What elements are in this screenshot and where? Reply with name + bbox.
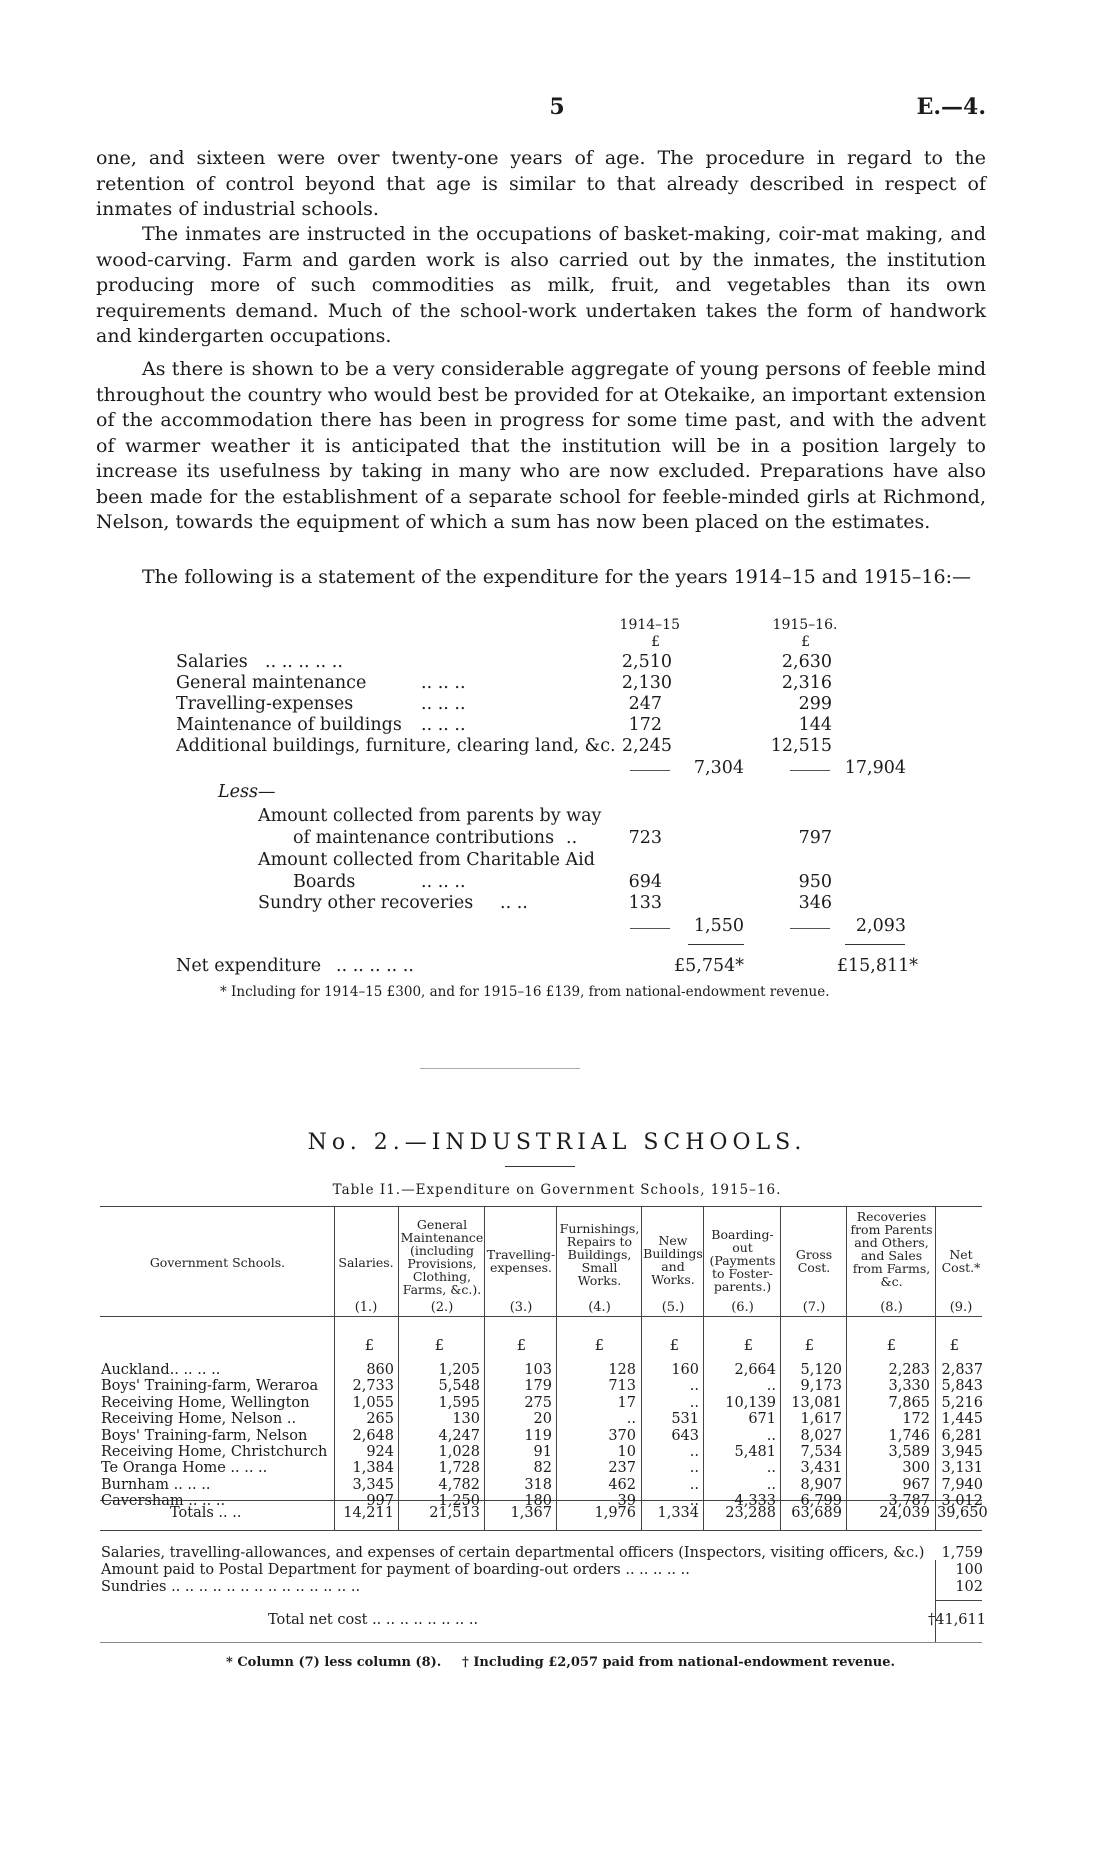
table-caption: Table I1.—Expenditure on Government Schools, 1915–16.: [332, 1182, 782, 1198]
column-divider: [846, 1206, 847, 1530]
table-cell: ..: [766, 1476, 776, 1493]
less-label-line2: Boards: [293, 872, 356, 892]
table-cell: ..: [689, 1493, 699, 1510]
net-cost-column-divider: [935, 1560, 936, 1642]
table-header-border: [100, 1316, 982, 1317]
table-cell: 7,865: [888, 1394, 930, 1411]
document-reference: E.—4.: [916, 94, 986, 120]
column-heading: General Maintenance (including Provisions, Clothing, Farms, &c.).: [400, 1217, 484, 1297]
school-name: Receiving Home, Nelson ..: [101, 1411, 297, 1428]
page-number: 5: [549, 94, 565, 120]
column-heading: Recoveries from Parents and Others, and Sales from Farms, &c.: [850, 1209, 933, 1289]
section-title: No. 2.—INDUSTRIAL SCHOOLS.: [307, 1130, 807, 1155]
column-divider: [935, 1206, 936, 1530]
table-cell: 3,012: [941, 1493, 983, 1510]
table-cell: ..: [689, 1378, 699, 1395]
less-total-rule: [790, 928, 830, 929]
paragraph-1: one, and sixteen were over twenty-one years of age. The procedure in regard to the retention of control beyond that age is similar to that already described in respect of inmates of industrial schools.: [96, 147, 986, 220]
less-value-1915: 797: [798, 828, 832, 848]
table-cell: 997: [366, 1493, 394, 1510]
table-cell: ..: [626, 1411, 636, 1428]
table-cell: 531: [671, 1411, 699, 1428]
less-value-1914: 723: [628, 828, 662, 848]
table-cell: 8,027: [800, 1427, 842, 1444]
table-cell: 180: [524, 1493, 552, 1510]
extra-item-value: 1,759: [941, 1545, 983, 1561]
table-cell: 5,548: [438, 1378, 480, 1395]
table-cell: ..: [689, 1460, 699, 1477]
table-cell: 2,648: [352, 1427, 394, 1444]
net-rule: [688, 944, 744, 945]
year2-value: 2,630: [781, 652, 832, 672]
table-cell: 17: [617, 1394, 636, 1411]
leader-dots: .. .. ..: [421, 715, 466, 735]
extra-item-value: 100: [955, 1562, 983, 1578]
table-cell: 130: [452, 1411, 480, 1428]
table-cell: 3,945: [941, 1444, 983, 1460]
less-value-1914: 694: [628, 872, 662, 892]
table-cell: 1,250: [438, 1493, 480, 1510]
school-name: Boys' Training-farm, Nelson: [101, 1427, 308, 1444]
table-cell: 179: [524, 1378, 552, 1395]
leader-dots: .. .. .. .. ..: [265, 652, 343, 672]
column-number: (1.): [354, 1300, 378, 1315]
less-label-line2: of maintenance contributions: [293, 828, 555, 848]
table-cell: 10,139: [725, 1394, 776, 1411]
subtotal-rule: [790, 770, 830, 771]
year2-value: 144: [798, 715, 832, 735]
school-name: Te Oranga Home .. .. ..: [101, 1460, 268, 1477]
year2-currency: £: [801, 634, 810, 650]
total-net-cost-value: †41,611: [928, 1612, 986, 1628]
table-cell: 860: [366, 1362, 394, 1378]
column-heading: Salaries.: [338, 1255, 394, 1270]
currency-symbol: £: [804, 1338, 814, 1354]
column-heading: Gross Cost.: [795, 1247, 833, 1275]
table-footnote-2: † Including £2,057 paid from national-endowment revenue.: [462, 1655, 896, 1670]
table-cell: 2,664: [734, 1362, 776, 1378]
total-cell: 1,367: [510, 1505, 552, 1521]
column-number: (8.): [880, 1300, 903, 1315]
less-total-1914: 1,550: [693, 916, 744, 936]
table-cell: 103: [524, 1362, 552, 1378]
net-1914: £5,754*: [674, 956, 744, 976]
column-heading: Travelling-expenses.: [486, 1247, 556, 1275]
total-cell: 1,334: [657, 1505, 699, 1521]
table-cell: 5,216: [941, 1394, 983, 1411]
table-cell: 172: [902, 1411, 930, 1428]
column-number: (7.): [802, 1300, 826, 1315]
year1-value: 247: [628, 694, 662, 714]
table-cell: 3,431: [800, 1460, 842, 1477]
table-cell: 300: [902, 1460, 930, 1477]
table-cell: 318: [524, 1476, 552, 1493]
subtotal-rule: [630, 770, 670, 771]
expenditure-label: General maintenance: [176, 673, 367, 693]
leader-dots: .. .. ..: [421, 673, 466, 693]
column-divider: [398, 1206, 399, 1530]
less-value-1915: 950: [798, 872, 832, 892]
column-heading: Boarding-out (Payments to Foster-parents.): [709, 1227, 776, 1294]
table-cell: 713: [608, 1378, 636, 1395]
table-cell: 370: [608, 1427, 636, 1444]
table-cell: 7,534: [800, 1444, 842, 1460]
table-cell: 2,283: [888, 1362, 930, 1378]
table-cell: 3,345: [352, 1476, 394, 1493]
table-footnote-1: * Column (7) less column (8).: [226, 1655, 442, 1670]
table-cell: 9,173: [800, 1378, 842, 1395]
table-cell: 8,907: [800, 1476, 842, 1493]
total-cell: 21,513: [429, 1505, 480, 1521]
less-value-1914: 133: [628, 893, 662, 913]
year1-value: 2,245: [621, 736, 672, 756]
total-cell: 39,650: [937, 1505, 988, 1521]
paragraph-2: The inmates are instructed in the occupations of basket-making, coir-mat making, and wood-carving. Farm and garden work is also carried out by the inmates, the institution producing more of such commodities as milk, fruit, and vegetables than its own requirements demand. Much of the school-work undertaken takes the form of handwork and kindergarten occupations.: [96, 223, 986, 347]
subtotal-1914: 7,304: [693, 758, 744, 778]
total-cell: 23,288: [725, 1505, 776, 1521]
paragraph-3: As there is shown to be a very considerable aggregate of young persons of feeble mind throughout the country who would best be provided for at Otekaike, an important extension of the accommodation there has been in progress for some time past, and with the advent of warmer weather it is anticipated that the institution will be in a position largely to increase its usefulness by taking in many who are now excluded. Preparations have also been made for the establishment of a separate school for feeble-minded girls at Richmond, Nelson, towards the equipment of which a sum has now been placed on the estimates.: [96, 358, 986, 533]
less-value-1915: 346: [798, 893, 832, 913]
column-heading: Net Cost.*: [941, 1247, 981, 1275]
table-cell: 2,733: [352, 1378, 394, 1395]
expenditure-label: Maintenance of buildings: [176, 715, 402, 735]
school-name: Receiving Home, Christchurch: [101, 1444, 328, 1460]
table-cell: ..: [766, 1378, 776, 1395]
table-cell: ..: [689, 1444, 699, 1460]
table-cell: 6,281: [941, 1427, 983, 1444]
school-name: Auckland.. .. .. ..: [101, 1362, 221, 1378]
column-heading: Furnishings, Repairs to Buildings, Small Works.: [559, 1221, 640, 1288]
table-cell: 5,843: [941, 1378, 983, 1395]
table-cell: ..: [766, 1460, 776, 1477]
table-cell: 3,787: [888, 1493, 930, 1510]
table-cell: ..: [766, 1427, 776, 1444]
table-cell: 5,120: [800, 1362, 842, 1378]
table-cell: 3,131: [941, 1460, 983, 1477]
table-top-border: [100, 1206, 982, 1207]
column-divider: [484, 1206, 485, 1530]
totals-label: Totals .. ..: [170, 1505, 242, 1521]
table-cell: 1,445: [941, 1411, 983, 1428]
section-title-rule: [505, 1166, 575, 1167]
school-name: Burnham .. .. ..: [101, 1476, 211, 1493]
table-cell: 3,330: [888, 1378, 930, 1395]
column-number: (9.): [949, 1300, 973, 1315]
subtotal-1915: 17,904: [844, 758, 906, 778]
column-number: (3.): [509, 1300, 533, 1315]
table-cell: 82: [533, 1460, 552, 1477]
less-label-line1: Amount collected from Charitable Aid: [258, 850, 595, 870]
total-cell: 14,211: [343, 1505, 394, 1521]
table-cell: 10: [617, 1444, 636, 1460]
leader-dots: .. .. .. .. ..: [336, 956, 414, 976]
table-cell: 265: [366, 1411, 394, 1428]
year1-currency: £: [651, 634, 660, 650]
expenditure-label: Additional buildings, furniture, clearing land, &c.: [176, 736, 616, 756]
column-number: (2.): [430, 1300, 454, 1315]
table-cell: 671: [748, 1411, 776, 1428]
year2-value: 12,515: [770, 736, 832, 756]
column-divider: [703, 1206, 704, 1530]
table-cell: 1,746: [888, 1427, 930, 1444]
net-cost-rule: [935, 1600, 982, 1601]
table-cell: 3,589: [888, 1444, 930, 1460]
table-cell: 1,595: [438, 1394, 480, 1411]
table-cell: 5,481: [734, 1444, 776, 1460]
year2-value: 2,316: [781, 673, 832, 693]
table-cell: 462: [608, 1476, 636, 1493]
extra-item-label: Amount paid to Postal Department for payment of boarding-out orders .. .. .. .. ..: [101, 1562, 690, 1578]
less-total-rule: [630, 928, 670, 929]
leader-dots: .. ..: [500, 893, 528, 913]
table-cell: 237: [608, 1460, 636, 1477]
year2-value: 299: [798, 694, 832, 714]
table-cell: 1,617: [800, 1411, 842, 1428]
expenditure-footnote: * Including for 1914–15 £300, and for 1915–16 £139, from national-endowment revenue.: [220, 984, 830, 1000]
table-cell: 924: [366, 1444, 394, 1460]
table-cell: 967: [902, 1476, 930, 1493]
table-cell: 91: [533, 1444, 552, 1460]
less-total-1915: 2,093: [855, 916, 906, 936]
table-cell: 1,728: [438, 1460, 480, 1477]
table-cell: 2,837: [941, 1362, 983, 1378]
currency-symbol: £: [886, 1338, 896, 1354]
extra-item-label: Salaries, travelling-allowances, and expenses of certain departmental officers (Inspectors, visiting officers, &c.): [101, 1545, 925, 1561]
year1-heading: 1914–15: [619, 617, 680, 633]
currency-symbol: £: [364, 1338, 374, 1354]
column-heading: New Buildings and Works.: [643, 1233, 703, 1287]
table-cell: 275: [524, 1394, 552, 1411]
table-cell: 39: [617, 1493, 636, 1510]
total-cell: 1,976: [594, 1505, 636, 1521]
net-expenditure-label: Net expenditure: [176, 956, 322, 976]
column-heading: Government Schools.: [149, 1255, 286, 1270]
currency-symbol: £: [949, 1338, 959, 1354]
table-cell: 119: [524, 1427, 552, 1444]
column-number: (6.): [731, 1300, 754, 1315]
currency-symbol: £: [516, 1338, 526, 1354]
column-divider: [556, 1206, 557, 1530]
table-cell: ..: [689, 1476, 699, 1493]
table-cell: 1,055: [352, 1394, 394, 1411]
currency-symbol: £: [743, 1338, 753, 1354]
total-cell: 24,039: [879, 1505, 930, 1521]
table-cell: 4,333: [734, 1493, 776, 1510]
net-1915: £15,811*: [836, 956, 918, 976]
table-cell: 160: [671, 1362, 699, 1378]
column-number: (5.): [661, 1300, 685, 1315]
net-rule: [845, 944, 905, 945]
leader-dots: .. .. ..: [421, 694, 466, 714]
table-cell: 13,081: [791, 1394, 842, 1411]
school-name: Receiving Home, Wellington: [101, 1394, 310, 1411]
table-totals-bottom: [100, 1530, 982, 1531]
leader-dots: .. .. ..: [421, 872, 466, 892]
column-number: (4.): [588, 1300, 611, 1315]
extra-item-value: 102: [955, 1579, 983, 1595]
expenditure-label: Salaries: [176, 652, 248, 672]
table-bottom-border: [100, 1642, 982, 1643]
year2-heading: 1915–16.: [772, 617, 838, 633]
total-cell: 63,689: [791, 1505, 842, 1521]
school-name: Boys' Training-farm, Weraroa: [101, 1378, 319, 1395]
less-heading: Less—: [218, 782, 276, 802]
table-cell: 1,205: [438, 1362, 480, 1378]
extra-item-label: Sundries .. .. .. .. .. .. .. .. .. .. .. .. .. ..: [101, 1579, 361, 1595]
less-label-line1: Sundry other recoveries: [258, 893, 474, 913]
table-cell: 20: [533, 1411, 552, 1428]
column-divider: [780, 1206, 781, 1530]
table-cell: 643: [671, 1427, 699, 1444]
paragraph-4: The following is a statement of the expenditure for the years 1914–15 and 1915–16:—: [142, 566, 971, 588]
total-net-cost-label: Total net cost .. .. .. .. .. .. .. ..: [268, 1612, 479, 1628]
column-divider: [641, 1206, 642, 1530]
table-cell: 128: [608, 1362, 636, 1378]
table-cell: 4,247: [438, 1427, 480, 1444]
table-cell: 7,940: [941, 1476, 983, 1493]
year1-value: 172: [628, 715, 662, 735]
leader-dots: ..: [566, 828, 578, 848]
currency-symbol: £: [594, 1338, 604, 1354]
table-cell: ..: [689, 1394, 699, 1411]
school-name: Caversham .. .. ..: [101, 1493, 226, 1510]
table-cell: 6,799: [800, 1493, 842, 1510]
currency-symbol: £: [434, 1338, 444, 1354]
currency-symbol: £: [669, 1338, 679, 1354]
less-label-line1: Amount collected from parents by way: [258, 806, 602, 826]
section-divider: [420, 1068, 580, 1069]
year1-value: 2,510: [621, 652, 672, 672]
table-cell: 1,028: [438, 1444, 480, 1460]
year1-value: 2,130: [621, 673, 672, 693]
table-cell: 4,782: [438, 1476, 480, 1493]
table-cell: 1,384: [352, 1460, 394, 1477]
expenditure-label: Travelling-expenses: [176, 694, 354, 714]
